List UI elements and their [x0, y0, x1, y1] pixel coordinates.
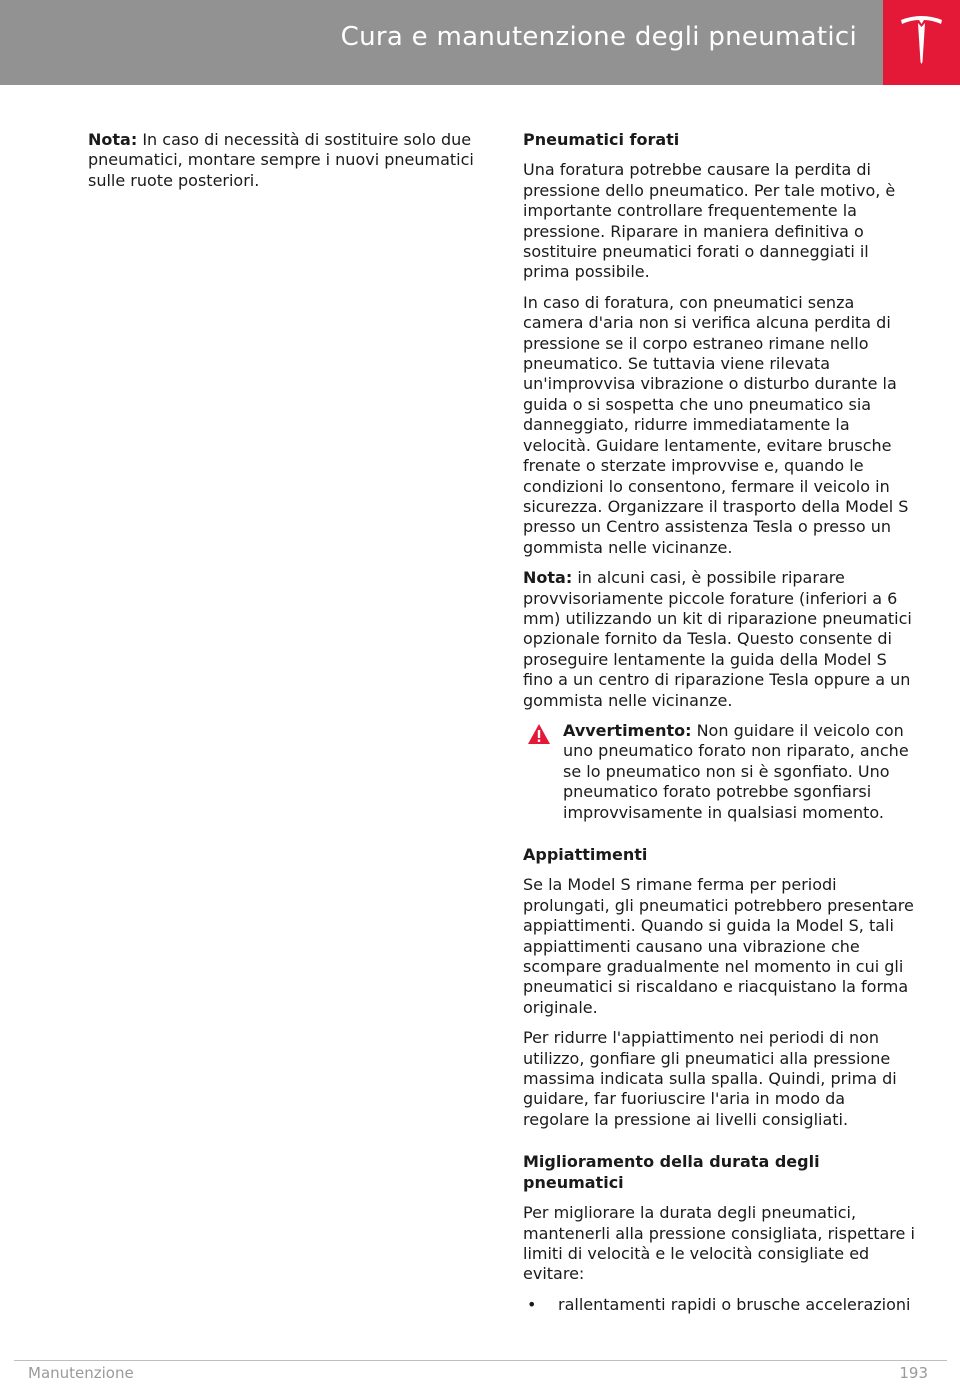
note-text: in alcuni casi, è possibile riparare provvisoriamente piccole forature (inferiori a 6 mm) utilizzando un kit di riparazione pneumatici opzionale fornito da Tesla. Questo consente di proseguire lentamente la guida della Model S fino a un centro di riparazione Tesla oppure a un gommista nelle vicinanze. [523, 568, 912, 710]
left-column [88, 130, 488, 201]
note-label: Nota: [88, 130, 138, 149]
footer-divider [14, 1360, 947, 1361]
warning-text: Non guidare il veicolo con uno pneumatico forato non riparato, anche se lo pneumatico non si è sgonfiato. Uno pneumatico forato potrebbe sgonfiarsi improvvisamente in qualsiasi momento. [563, 720, 909, 822]
tesla-logo-icon [899, 14, 944, 69]
page-number: 193 [899, 1364, 928, 1382]
section-heading-appiattimenti: Appiattimenti [523, 845, 648, 864]
page-header [0, 0, 883, 85]
right-column [523, 130, 915, 1325]
section-heading-durata-pneumatici: Miglioramento della durata degli pneumatici [523, 1152, 820, 1192]
paragraph: Se la Model S rimane ferma per periodi prolungati, gli pneumatici potrebbero presentare appiattimenti. Quando si guida la Model S, tali appiattimenti causano una vibrazione che scompare gradualmente nel momento in cui gli pneumatici si riscaldano e riacquistano la forma originale. [523, 875, 914, 1017]
warning-label: Avvertimento: [563, 720, 692, 740]
warning-triangle-icon [527, 723, 551, 745]
note-paragraph [523, 568, 915, 711]
tesla-logo-badge [883, 0, 960, 85]
note-text: In caso di necessità di sostituire solo due pneumatici, montare sempre i nuovi pneumatici sulle ruote posteriori. [88, 130, 474, 190]
note-paragraph [88, 130, 488, 191]
paragraph: Una foratura potrebbe causare la perdita di pressione dello pneumatico. Per tale motivo, è importante controllare frequentemente la pressione. Riparare in maniera definitiva o sostituire pneumatici forati o danneggiati il prima possibile. [523, 160, 896, 282]
list-item-text: rallentamenti rapidi o brusche accelerazioni [558, 1294, 911, 1314]
list-item [523, 1295, 915, 1315]
section-heading-pneumatici-forati: Pneumatici forati [523, 130, 680, 149]
warning-callout [523, 721, 915, 823]
paragraph: In caso di foratura, con pneumatici senza camera d'aria non si verifica alcuna perdita di pressione se il corpo estraneo rimane nello pneumatico. Se tuttavia viene rilevata un'improvvisa vibrazione o disturbo durante la guida o si sospetta che uno pneumatico sia danneggiato, ridurre immediatamente la velocità. Guidare lentamente, evitare brusche frenate o sterzate improvvise e, quando le condizioni lo consentono, fermare il veicolo in sicurezza. Organizzare il trasporto della Model S presso un Centro assistenza Tesla o presso un gommista nelle vicinanze. [523, 292, 909, 557]
footer-section-name: Manutenzione [28, 1364, 134, 1382]
note-label: Nota: [523, 568, 573, 588]
bullet-icon: • [527, 1294, 537, 1314]
page-title: Cura e manutenzione degli pneumatici [340, 22, 857, 52]
paragraph: Per ridurre l'appiattimento nei periodi di non utilizzo, gonfiare gli pneumatici alla pressione massima indicata sulla spalla. Quindi, prima di guidare, far fuoriuscire l'aria in modo da regolare la pressione ai livelli consigliati. [523, 1028, 897, 1129]
paragraph: Per migliorare la durata degli pneumatici, mantenerli alla pressione consigliata, rispettare i limiti di velocità e le velocità consigliate ed evitare: [523, 1203, 915, 1284]
